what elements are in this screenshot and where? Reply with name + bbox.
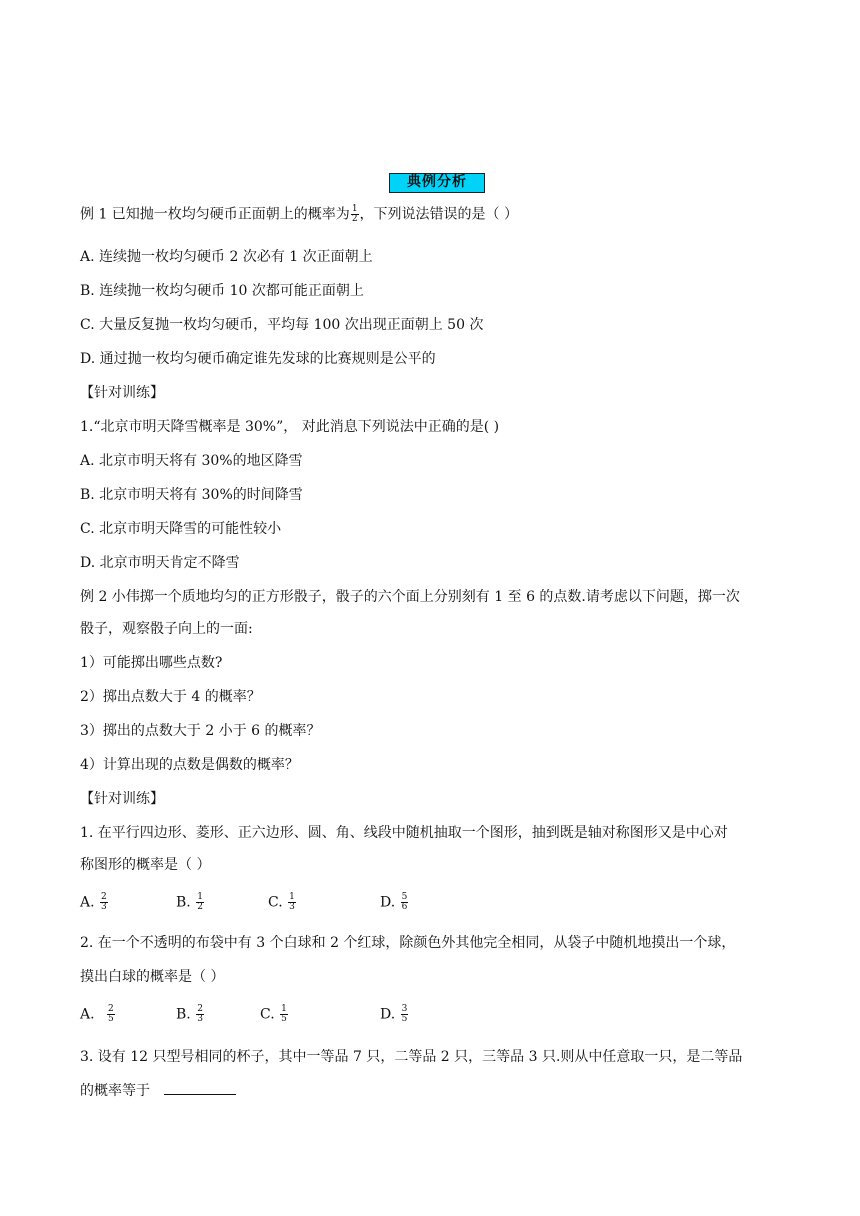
example-1-fraction xyxy=(351,205,359,224)
example-2-item-3: 3）掷出的点数大于 2 小于 6 的概率？ xyxy=(80,723,321,739)
training-2-q1-option-c xyxy=(268,893,297,912)
option-fraction xyxy=(196,1005,204,1024)
training-1-option-a: A. 北京市明天将有 30%的地区降雪 xyxy=(80,453,303,469)
fraction-numerator: 1 xyxy=(281,1004,287,1014)
training-2-q2-option-c xyxy=(260,1005,289,1024)
training-1-option-d: D. 北京市明天肯定不降雪 xyxy=(80,555,240,571)
example-2-line-1: 例 2 小伟掷一个质地均匀的正方形骰子，骰子的六个面上分别刻有 1 至 6 的点数.请考虑以下问题，掷一次 xyxy=(80,589,740,605)
example-2-item-4: 4）计算出现的点数是偶数的概率？ xyxy=(80,757,299,773)
option-fraction xyxy=(196,893,204,912)
fraction-denominator: 3 xyxy=(289,902,295,912)
fraction-numerator: 1 xyxy=(197,892,203,902)
fraction-denominator: 3 xyxy=(197,1014,203,1024)
answer-blank[interactable] xyxy=(164,1082,236,1095)
example-2-line-2: 骰子，观察骰子向上的一面: xyxy=(80,621,253,637)
training-2-question-3-line-1: 3. 设有 12 只型号相同的杯子，其中一等品 7 只，二等品 2 只，三等品 3 只.则从中任意取一只，是二等品 xyxy=(80,1049,743,1065)
example-1-option-d: D. 通过抛一枚均匀硬币确定谁先发球的比赛规则是公平的 xyxy=(80,351,436,367)
option-fraction xyxy=(100,893,108,912)
training-2-q2-option-a xyxy=(80,1005,116,1024)
fraction-denominator: 5 xyxy=(108,1014,114,1024)
section-title: 典例分析 xyxy=(389,173,485,193)
option-label: A. xyxy=(80,1006,95,1023)
example-2-item-1: 1）可能掷出哪些点数? xyxy=(80,655,223,671)
example-2-item-2: 2）掷出点数大于 4 的概率？ xyxy=(80,689,261,705)
training-2-question-2-line-2: 摸出白球的概率是（ ） xyxy=(80,969,225,985)
fraction-denominator: 3 xyxy=(101,902,107,912)
training-2-q2-option-d xyxy=(380,1005,409,1024)
option-label: D. xyxy=(380,894,396,911)
option-fraction xyxy=(401,893,409,912)
training-1-option-b: B. 北京市明天将有 30%的时间降雪 xyxy=(80,487,303,503)
training-2-q1-option-b xyxy=(176,893,205,912)
example-1-option-c: C. 大量反复抛一枚均匀硬币，平均每 100 次出现正面朝上 50 次 xyxy=(80,317,484,333)
option-label: C. xyxy=(268,894,283,911)
training-2-question-3-line-2 xyxy=(80,1082,236,1100)
training-2-q2-option-b xyxy=(176,1005,205,1024)
fraction-numerator: 2 xyxy=(101,892,107,902)
fraction-denominator: 6 xyxy=(401,902,408,912)
example-1-stem-post: ，下列说法错误的是（ ） xyxy=(359,206,518,223)
training-1-option-c: C. 北京市明天降雪的可能性较小 xyxy=(80,521,282,537)
fraction-numerator: 1 xyxy=(351,204,358,214)
fraction-numerator: 5 xyxy=(401,892,408,902)
option-label: D. xyxy=(380,1006,396,1023)
fraction-denominator: 2 xyxy=(351,214,358,224)
option-fraction xyxy=(288,893,296,912)
training-2-q1-option-a xyxy=(80,893,109,912)
training-2-heading: 【针对训练】 xyxy=(80,791,164,807)
training-1-heading: 【针对训练】 xyxy=(80,385,164,401)
fraction-numerator: 1 xyxy=(289,892,295,902)
fraction-denominator: 5 xyxy=(401,1014,408,1024)
training-1-question-1: 1.“北京市明天降雪概率是 30%”， 对此消息下列说法中正确的是( ) xyxy=(80,419,500,435)
training-2-question-1-line-2: 称图形的概率是（ ） xyxy=(80,857,211,873)
fraction-numerator: 2 xyxy=(108,1004,114,1014)
fraction-numerator: 2 xyxy=(197,1004,203,1014)
option-label: B. xyxy=(176,1006,191,1023)
training-2-question-2-line-1: 2. 在一个不透明的布袋中有 3 个白球和 2 个红球，除颜色外其他完全相同，从袋子中随机地摸出一个球， xyxy=(80,935,736,951)
example-1-option-b: B. 连续抛一枚均匀硬币 10 次都可能正面朝上 xyxy=(80,283,364,299)
question-3-stem-end: 的概率等于 xyxy=(80,1083,150,1099)
fraction-denominator: 5 xyxy=(281,1014,287,1024)
training-2-question-1-line-1: 1. 在平行四边形、菱形、正六边形、圆、角、线段中随机抽取一个图形，抽到既是轴对称图形又是中心对 xyxy=(80,825,728,841)
example-1-stem xyxy=(80,205,518,224)
option-label: C. xyxy=(260,1006,275,1023)
fraction-numerator: 3 xyxy=(401,1004,408,1014)
training-2-q1-option-d xyxy=(380,893,409,912)
fraction-denominator: 2 xyxy=(197,902,203,912)
option-fraction xyxy=(280,1005,288,1024)
option-fraction xyxy=(107,1005,115,1024)
example-1-stem-pre: 例 1 已知抛一枚均匀硬币正面朝上的概率为 xyxy=(80,206,350,223)
example-1-option-a: A. 连续抛一枚均匀硬币 2 次必有 1 次正面朝上 xyxy=(80,249,373,265)
option-label: B. xyxy=(176,894,191,911)
option-fraction xyxy=(401,1005,409,1024)
option-label: A. xyxy=(80,894,95,911)
